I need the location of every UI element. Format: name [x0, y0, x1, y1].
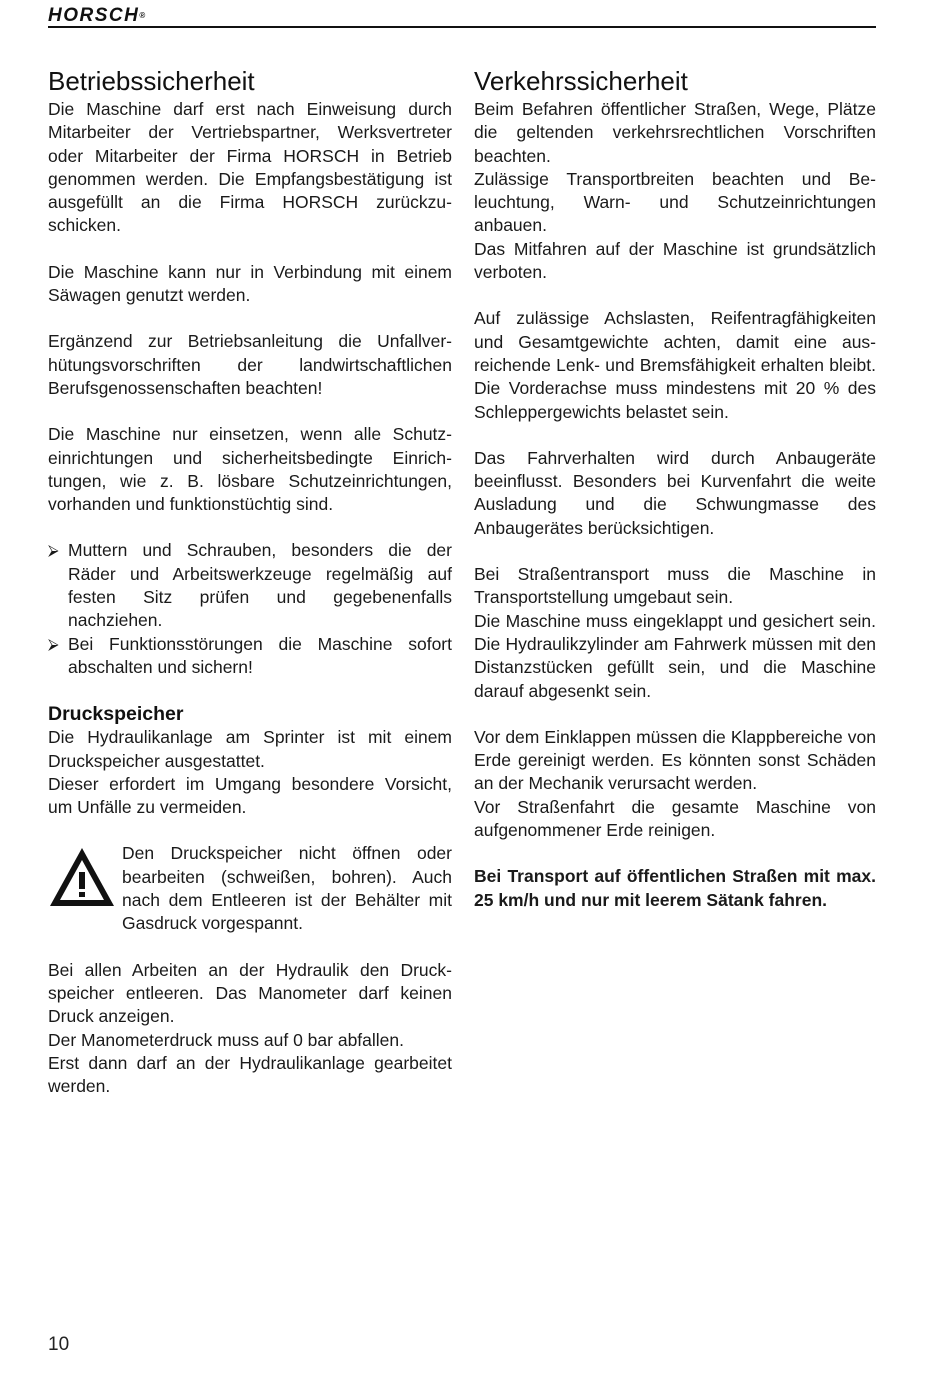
paragraph: Die Maschine kann nur in Verbindung mit einem Säwagen genutzt werden. — [48, 261, 452, 306]
paragraph: Bei allen Arbeiten an der Hydraulik den Druckspeicher entleeren. Das Manometer darf keinen Druck anzeigen. — [48, 959, 452, 1027]
transport-warning-text: Bei Transport auf öffentlichen Straßen mit max. 25 km/h und nur mit leerem Sätank fahren. — [474, 866, 876, 910]
paragraph: Vor Straßenfahrt die gesamte Maschine von aufgenommener Erde reinigen. — [474, 796, 876, 841]
paragraph: Beim Befahren öffentlicher Straßen, Wege, Plätze die geltenden verkehrsrechtlichen Vorschriften beachten. — [474, 99, 876, 166]
paragraph: Das Fahrverhalten wird durch Anbaugeräte beeinflusst. Besonders bei Kurvenfahrt die weite Ausladung und die Schwungmasse des Anbaugerätes berücksichtigen. — [474, 447, 876, 538]
list-item-text: Bei Funktionsstörungen die Maschine sofort abschalten und sichern! — [68, 633, 452, 677]
arrow-bullet-icon: ⮚ — [48, 542, 59, 560]
paragraph: Erst dann darf an der Hydraulikanlage gearbeitet werden. — [48, 1052, 452, 1097]
horsch-logo — [48, 6, 145, 26]
bullet-list — [48, 539, 452, 679]
section-title-betriebssicherheit: Betriebssicherheit — [48, 66, 255, 96]
paragraph: Die Hydraulikanlage am Sprinter ist mit einem Druckspeicher ausgestattet. — [48, 727, 452, 771]
paragraph: Das Mitfahren auf der Maschine ist grundsätzlich verboten. — [474, 238, 876, 283]
paragraph: Zulässige Transportbreiten beachten und Beleuchtung, Warn- und Schutzeinrichtungen anbauen. — [474, 168, 876, 236]
warning-triangle-icon — [48, 846, 116, 908]
paragraph: Dieser erfordert im Umgang besondere Vorsicht, um Unfälle zu vermeiden. — [48, 773, 452, 818]
page-number: 10 — [48, 1334, 70, 1355]
list-item — [48, 539, 452, 632]
warning-box — [48, 842, 452, 935]
paragraph: Die Maschine muss eingeklappt und gesichert sein. Die Hydraulikzylinder am Fahrwerk müssen mit den Distanzstücken gefüllt sein, und die Maschine darauf abgesenkt sein. — [474, 610, 876, 701]
header-rule — [48, 26, 876, 28]
paragraph: Bei Straßentransport muss die Maschine in Transportstellung umgebaut sein. — [474, 564, 876, 608]
subsection-title-druckspeicher: Druckspeicher — [48, 703, 184, 726]
page-header — [48, 6, 876, 28]
right-column — [474, 66, 876, 935]
arrow-bullet-icon: ⮚ — [48, 635, 59, 653]
paragraph: Vor dem Einklappen müssen die Klappbereiche von Erde gereinigt werden. Es könnten sonst Schäden an der Mechanik verursacht werden. — [474, 726, 876, 794]
paragraph: Die Maschine darf erst nach Einweisung durch Mitarbeiter der Vertriebspartner, Werksvertreter oder Mitarbeiter der Firma HORSCH in Betrieb genommen werden. Die Empfangsbestätigung ist ausgefüllt an die Firma HORSCH zurückzuschicken. — [48, 99, 452, 236]
logo-text: HORSCH — [48, 5, 140, 26]
section-title-verkehrssicherheit: Verkehrssicherheit — [474, 66, 688, 96]
warning-text: Den Druckspeicher nicht öffnen oder bearbeiten (schweißen, bohren). Auch nach dem Entleeren ist der Behälter mit Gasdruck vorgespannt. — [122, 843, 452, 934]
registered-mark: ® — [139, 11, 146, 20]
list-item-text: Muttern und Schrauben, besonders die der Räder und Arbeitswerkzeuge regelmäßig auf festen Sitz prüfen und gegebenenfalls nachziehen. — [68, 540, 452, 631]
list-item — [48, 633, 452, 680]
paragraph: Auf zulässige Achslasten, Reifentragfähigkeiten und Gesamtgewichte achten, damit eine ausreichende Lenk- und Bremsfähigkeit erhalten bleibt. Die Vorderachse muss mindestens mit 20 % des Schleppergewichts belastet sein. — [474, 308, 876, 422]
paragraph: Der Manometerdruck muss auf 0 bar abfallen. — [48, 1029, 404, 1050]
paragraph: Die Maschine nur einsetzen, wenn alle Schutzeinrichtungen und sicherheitsbedingte Einrichtungen, wie z. B. lösbare Schutzeinrichtungen, vorhanden und funktionstüchtig sind. — [48, 424, 452, 515]
paragraph: Ergänzend zur Betriebsanleitung die Unfallverhütungsvorschriften der landwirtschaftlichen Berufsgenossenschaften beachten! — [48, 331, 452, 398]
left-column — [48, 66, 452, 1121]
